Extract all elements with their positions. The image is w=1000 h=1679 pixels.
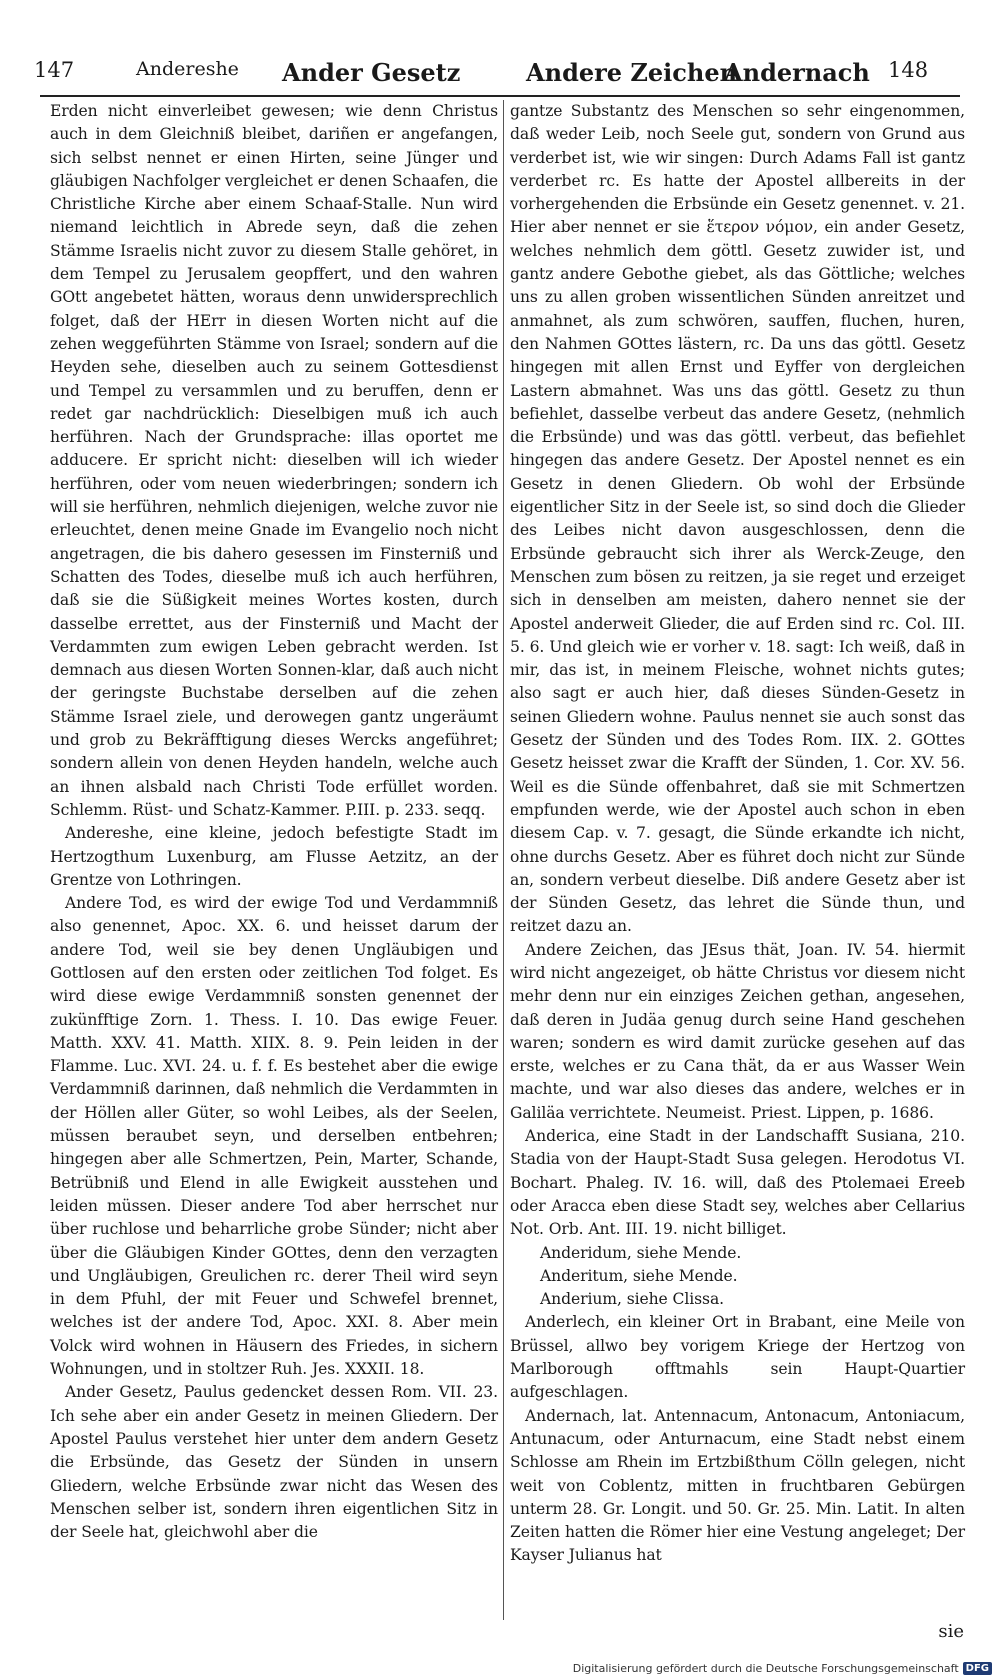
dictionary-entry: Andereshe, eine kleine, jedoch befestigte Stadt im Hertzogthum Luxenburg, am Flusse Aetzitz, an der Grentze von Lothringen.	[50, 824, 498, 889]
left-page-number: 147	[34, 58, 75, 82]
cross-reference-entry: Anderitum, siehe Mende.	[540, 1266, 738, 1285]
right-page-number: 148	[888, 58, 929, 82]
header-rule	[40, 95, 960, 97]
dictionary-entry: Anderica, eine Stadt in der Landschafft Susiana, 210. Stadia von der Haupt-Stadt Susa gelegen. Herodotus VI. Bochart. Phaleg. IV. 16. will, daß des Ptolemaei Ereeb oder Aracca eben diese Stadt sey, welches aber Cellarius Not. Orb. Ant. III. 19. nicht billiget.	[510, 1127, 965, 1239]
right-catchword: Andernach	[724, 58, 870, 87]
dictionary-entry: Andernach, lat. Antennacum, Antonacum, Antoniacum, Antunacum, oder Anturnacum, eine Stadt nebst einem Schlosse am Rhein im Ertzbißthum Cölln gelegen, nicht weit von Coblentz, mitten in fruchtbaren Gebürgen unterm 28. Gr. Longit. und 50. Gr. 25. Min. Latit. In alten Zeiten hatten die Römer hier eine Vestung angeleget; Der Kayser Julianus hat	[510, 1406, 965, 1565]
left-header-title: Ander Gesetz	[282, 58, 461, 87]
continued-paragraph: Erden nicht einverleibet gewesen; wie denn Christus auch in dem Gleichniß bleibet, dariñen er angefangen, sich selbst nennet er einen Hirten, seine Jünger und gläubigen Nachfolger vergleichet er denen Schaafen, die Christliche Kirche aber einem Schaaf-Stalle. Nun wird niemand leichtlich in Abrede seyn, daß die zehen Stämme Israelis nicht zuvor zu diesem Stalle gehöret, in dem Tempel zu Jerusalem geopffert, und den wahren GOtt angebetet hätten, woraus denn unwidersprechlich folget, daß der HErr in diesen Worten nicht auf die zehen weggeführten Stämme von Israel; sondern auf die Heyden sehe, dieselben auch zu seinem Gottesdienst und Tempel zu versammlen und zu beruffen, denn er redet gar nachdrücklich: Dieselbigen muß ich auch herführen. Nach der Grundsprache: illas oportet me adducere. Er spricht nicht: dieselben will ich wieder herführen, oder vom neuen wiederbringen; sondern ich will sie herführen, nehmlich diejenigen, welche zuvor nie erleuchtet, denen meine Gnade im Evangelio noch nicht angetragen, die bis dahero gesessen im Finsterniß und Schatten des Todes, dieselbe muß ich auch herführen, daß sie die Süßigkeit meines Wortes kosten, durch dasselbe errettet, aus der Finsterniß und Macht der Verdammten zum ewigen Leben gebracht werden. Ist demnach aus diesen Worten Sonnen-klar, daß auch nicht der geringste Buchstabe derselben auf die zehen Stämme Israel ziele, und derowegen gantz ungeräumt und grob zu Bekräfftigung dieses Wercks angeführet; sondern allein von denen Heyden handeln, welche auch an ihnen alsbald nach Christi Tode erfüllet worden. Schlemm. Rüst- und Schatz-Kammer. P.III. p. 233. seqq.	[50, 102, 498, 819]
footer	[573, 1662, 992, 1675]
dictionary-entry: Andere Tod, es wird der ewige Tod und Verdammniß also genennet, Apoc. XX. 6. und heisset darum der andere Tod, weil sie bey denen Ungläubigen und Gottlosen auf den ersten oder zeitlichen Tod folget. Es wird diese ewige Verdammniß sonsten genennet der zukünfftige Zorn. 1. Thess. I. 10. Das ewige Feuer. Matth. XXV. 41. Matth. XIIX. 8. 9. Pein leiden in der Flamme. Luc. XVI. 24. u. f. f. Es bestehet aber die ewige Verdammniß darinnen, daß nehmlich die Verdammten in der Höllen aller Güter, so wohl Leibes, als der Seelen, müssen beraubet seyn, und derselben entbehren; hingegen aber alle Schmertzen, Pein, Marter, Schande, Betrübniß und Elend in alle Ewigkeit ausstehen und leiden müssen. Dieser andere Tod aber herrschet nur über ruchlose und beharrliche grobe Sünder; nicht aber über die Gläubigen Kinder GOttes, denn den verzagten und Ungläubigen, Greulichen rc. derer Theil wird seyn in dem Pfuhl, der mit Feuer und Schwefel brennet, welches ist der andere Tod, Apoc. XXI. 8. Aber mein Volck wird wohnen in Häusern des Friedes, in sichern Wohnungen, und in stoltzer Ruh. Jes. XXXII. 18.	[50, 894, 498, 1379]
right-header-title: Andere Zeichen	[526, 58, 738, 87]
footer-text: Digitalisierung gefördert durch die Deutsche Forschungsgemeinschaft	[572, 1662, 959, 1675]
left-catchword: Andereshe	[136, 58, 239, 80]
left-column	[50, 100, 498, 1544]
dictionary-entry: Ander Gesetz, Paulus gedencket dessen Rom. VII. 23. Ich sehe aber ein ander Gesetz in meinen Gliedern. Der Apostel Paulus verstehet hier unter dem andern Gesetz die Erbsünde, das Gesetz der Sünden in unsern Gliedern, welche Erbsünde zwar nicht das Wesen des Menschen selber ist, sondern ihren eigentlichen Sitz in der Seele hat, gleichwohl aber die	[50, 1383, 498, 1542]
dfg-logo: DFG	[963, 1662, 992, 1675]
column-divider	[503, 100, 504, 1620]
dictionary-entry: Anderlech, ein kleiner Ort in Brabant, eine Meile von Brüssel, allwo bey vorigem Kriege der Hertzog von Marlborough offtmahls sein Haupt-Quartier aufgeschlagen.	[510, 1313, 965, 1402]
catchword: sie	[938, 1621, 964, 1642]
dictionary-entry: Andere Zeichen, das JEsus thät, Joan. IV. 54. hiermit wird nicht angezeiget, ob hätte Christus vor diesem nicht mehr denn nur ein einziges Zeichen gethan, angesehen, daß deren in Judäa genug durch seine Hand geschehen waren; sondern es wird damit zurücke gesehen auf das erste, welches er zu Cana thät, da er aus Wasser Wein machte, und war also dieses das andere, welches er in Galiläa verrichtete. Neumeist. Priest. Lippen, p. 1686.	[510, 940, 965, 1122]
continued-paragraph: gantze Substantz des Menschen so sehr eingenommen, daß weder Leib, noch Seele gut, sondern von Grund aus verderbet ist, wie wir singen: Durch Adams Fall ist gantz verderbet rc. Es hatte der Apostel allbereits in der vorhergehenden die Erbsünde ein Gesetz genennet. v. 21. Hier aber nennet er sie ἕτερον νόμον, ein ander Gesetz, welches nehmlich dem göttl. Gesetz zuwider ist, und gantz andere Gebothe giebet, als das Göttliche; welches uns zu allen groben wissentlichen Sünden anreitzet und anmahnet, als zum schwören, sauffen, fluchen, huren, den Nahmen GOttes lästern, rc. Da uns das göttl. Gesetz hingegen mit allen Ernst und Eyffer von dergleichen Lastern abmahnet. Was uns das göttl. Gesetz zu thun befiehlet, dasselbe verbeut das andere Gesetz, (nehmlich die Erbsünde) und was das göttl. verbeut, das befiehlet hingegen das andere Gesetz. Der Apostel nennet es ein Gesetz in denen Gliedern. Ob wohl der Erbsünde eigentlicher Sitz in der Seele ist, so sind doch die Glieder des Leibes nicht davon ausgeschlossen, denn die Erbsünde gebraucht sich ihrer als Werck-Zeuge, den Menschen zum bösen zu reitzen, ja sie reget und erzeiget sich in denselben am meisten, dahero nennet sie der Apostel anderweit Glieder, die auf Erden sind rc. Col. III. 5. 6. Und gleich wie er vorher v. 18. sagt: Ich weiß, daß in mir, das ist, in meinem Fleische, wohnet nichts gutes; also sagt er auch hier, daß dieses Sünden-Gesetz in seinen Gliedern wohne. Paulus nennet sie auch sonst das Gesetz der Sünden und des Todes Rom. IIX. 2. GOttes Gesetz heisset zwar die Krafft der Sünden, 1. Cor. XV. 56. Weil es die Sünde offenbahret, daß sie mit Schmertzen empfunden werde, wie der Apostel auch schon in eben diesem Cap. v. 7. gesagt, die Sünde erkandte ich nicht, ohne durchs Gesetz. Aber es führet doch nicht zur Sünde an, sondern verbeut dieselbe. Diß andere Gesetz aber ist der Sünden Gesetz, das lehret die Sünde thun, und reitzet dazu an.	[510, 102, 965, 936]
right-column	[510, 100, 965, 1568]
cross-reference-entry: Anderium, siehe Clissa.	[540, 1290, 725, 1309]
cross-reference-entry: Anderidum, siehe Mende.	[540, 1243, 742, 1262]
running-header	[30, 58, 970, 98]
